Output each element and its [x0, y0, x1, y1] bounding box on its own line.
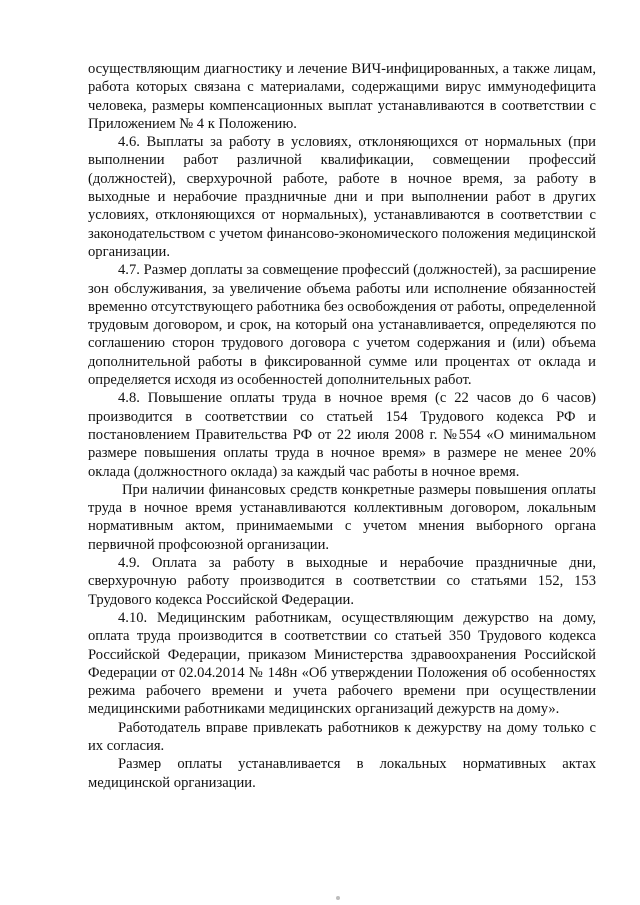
paragraph-night-pay-funding: При наличии финансовых средств конкретные размеры повышения оплаты труда в ночное время устанавливаются коллективным договором, локальным нормативным актом, принимаемыми с учетом мнения выборного органа первичной профсоюзной организации. [88, 481, 596, 553]
paragraph-continuation: осуществляющим диагностику и лечение ВИЧ-инфицированных, а также лицам, работа которых связана с материалами, содержащими вирус иммунодефицита человека, размеры компенсационных выплат устанавливаются в соответствии с Приложением № 4 к Положению. [88, 61, 596, 132]
paragraph-home-duty-consent: Работодатель вправе привлекать работников к дежурству на дому только с их согласия. [88, 719, 596, 754]
paragraph-4-8: 4.8. Повышение оплаты труда в ночное время (с 22 часов до 6 часов) производится в соответствии со статьей 154 Трудового кодекса РФ и постановлением Правительства РФ от 22 июля 2008 г. №554 «О минимальном размере повышения оплаты труда в ночное время» в размере не менее 20% оклада (должностного оклада) за каждый час работы в ночное время. [88, 390, 596, 480]
page-number-mark [336, 896, 340, 900]
paragraph-4-9: 4.9. Оплата за работу в выходные и нерабочие праздничные дни, сверхурочную работу производится в соответствии со статьями 152, 153 Трудового кодекса Российской Федерации. [88, 555, 596, 608]
paragraph-4-7: 4.7. Размер доплаты за совмещение профессий (должностей), за расширение зон обслуживания, за увеличение объема работы или исполнение обязанностей временно отсутствующего работника без освобождения от работы, определенной трудовым договором, и срок, на который она устанавливается, определяются по соглашению сторон трудового договора с учетом содержания и (или) объема дополнительной работы в фиксированной сумме или процентах от оклада и определяется исходя из особенностей дополнительных работ. [88, 262, 596, 389]
paragraph-payment-size: Размер оплаты устанавливается в локальных нормативных актах медицинской организации. [88, 756, 596, 791]
document-body [88, 60, 596, 792]
paragraph-4-10: 4.10. Медицинским работникам, осуществляющим дежурство на дому, оплата труда производится в соответствии со статьей 350 Трудового кодекса Российской Федерации, приказом Министерства здравоохранения Российской Федерации от 02.04.2014 № 148н «Об утверждении Положения об особенностях режима рабочего времени и учета рабочего времени при осуществлении медицинскими работниками медицинских организаций дежурств на дому». [88, 609, 596, 718]
paragraph-4-6: 4.6. Выплаты за работу в условиях, отклоняющихся от нормальных (при выполнении работ различной квалификации, совмещении профессий (должностей), сверхурочной работе, работе в ночное время, за работу в выходные и нерабочие праздничные дни и при выполнении работ в других условиях, отклоняющихся от нормальных), устанавливаются в соответствии с законодательством с учетом финансово-экономического положения медицинской организации. [88, 134, 596, 260]
